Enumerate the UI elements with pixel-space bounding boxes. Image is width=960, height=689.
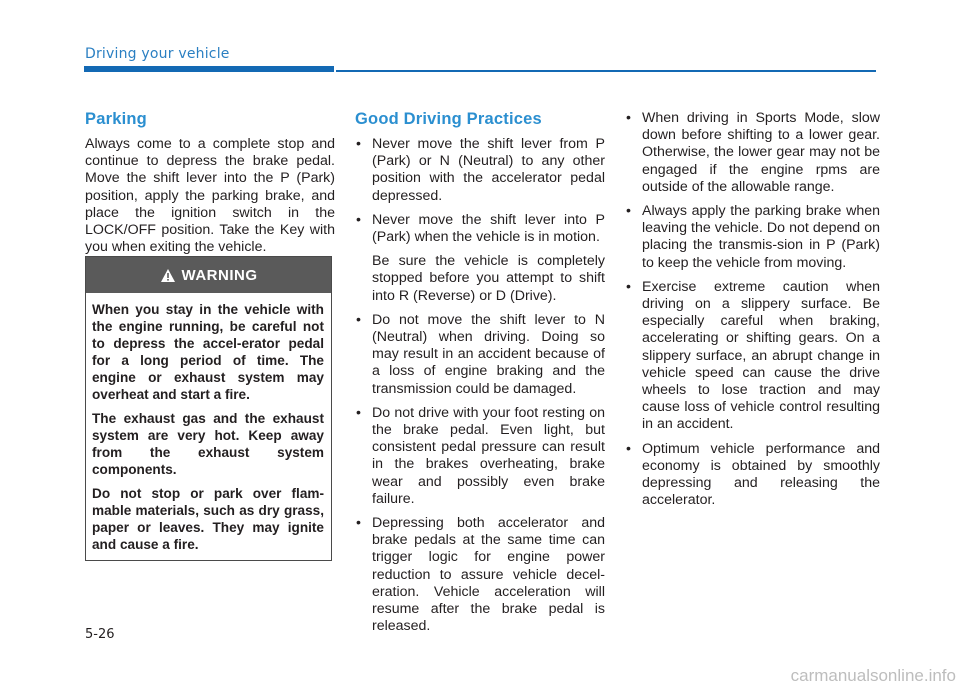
list-item: • Never move the shift lever from P (Park) or N (Neutral) to any other position with the accelerator pedal depressed. — [356, 136, 605, 204]
good-practices-list — [355, 136, 605, 635]
bullet-icon: • — [626, 110, 631, 126]
bullet-icon: • — [356, 136, 361, 152]
warning-triangle-icon — [160, 268, 176, 283]
list-item: • Do not drive with your foot resting on the brake pedal. Even light, but consistent pedal pressure can result in the brakes overheating, brake wear and possibly even brake failure. — [356, 404, 605, 507]
parking-column — [85, 110, 335, 256]
list-item: • Do not move the shift lever to N (Neutral) when driving. Doing so may result in an accident because of a loss of engine braking and the transmission could be damaged. — [356, 311, 605, 397]
good-practices-list-continued — [625, 110, 880, 509]
warning-box — [85, 256, 332, 561]
bullet-icon: • — [626, 278, 631, 295]
warning-label: WARNING — [181, 266, 258, 284]
bullet-icon: • — [626, 440, 631, 457]
bullet-icon: • — [356, 211, 361, 228]
header-rule-thin — [336, 70, 876, 72]
watermark: carmanualsonline.info — [790, 666, 956, 685]
header-rule-thick — [84, 66, 334, 72]
parking-body: Always come to a complete stop and continue to depress the brake pedal. Move the shift lever into the P (Park) position, apply the parking brake, and place the ignition switch in the LOCK/OFF position. Take the Key with you when exiting the vehicle. — [85, 136, 335, 256]
list-item: • When driving in Sports Mode, slow down before shifting to a lower gear. Otherwise, the lower gear may not be engaged if the engine rpms are outside of the allowable range. — [626, 110, 880, 195]
good-practices-column-continued — [625, 110, 880, 516]
list-item: • Depressing both accelerator and brake pedals at the same time can trigger logic for engine power reduction to assure vehicle decel-eration. Vehicle acceleration will resume after the brake pedal is released. — [356, 515, 605, 635]
bullet-icon: • — [626, 203, 631, 220]
bullet-icon: • — [356, 311, 361, 328]
list-item: • Exercise extreme caution when driving on a slippery surface. Be especially careful when braking, accelerating or shifting gears. On a slippery surface, an abrupt change in vehicle speed can cause the drive wheels to lose traction and may cause loss of vehicle control resulting in an accident. — [626, 278, 880, 433]
page-number: 5-26 — [85, 627, 115, 642]
list-item: • Always apply the parking brake when leaving the vehicle. Do not depend on placing the transmis-sion in P (Park) to keep the vehicle from moving. — [626, 203, 880, 271]
bullet-icon: • — [356, 404, 361, 421]
list-item-note: Be sure the vehicle is completely stopped before you attempt to shift into R (Reverse) or D (Drive). — [372, 253, 605, 304]
good-practices-heading: Good Driving Practices — [355, 110, 542, 128]
warning-paragraph: The exhaust gas and the exhaust system are very hot. Keep away from the exhaust system components. — [92, 411, 324, 477]
list-item: • Never move the shift lever into P (Park) when the vehicle is in motion. Be sure the vehicle is completely stopped before you attempt to shift into R (Reverse) or D (Drive). — [356, 211, 605, 304]
parking-heading: Parking — [85, 110, 147, 128]
section-title: Driving your vehicle — [85, 46, 230, 62]
warning-paragraph: Do not stop or park over flam-mable materials, such as dry grass, paper or leaves. They may ignite and cause a fire. — [92, 486, 324, 552]
warning-paragraph: When you stay in the vehicle with the engine running, be careful not to depress the accel-erator pedal for a long period of time. The engine or exhaust system may overheat and start a fire. — [92, 302, 324, 402]
warning-body — [86, 293, 331, 553]
warning-header — [86, 257, 331, 293]
list-item: • Optimum vehicle performance and economy is obtained by smoothly depressing and releasing the accelerator. — [626, 440, 880, 509]
bullet-icon: • — [356, 515, 361, 532]
good-practices-column — [355, 110, 605, 642]
